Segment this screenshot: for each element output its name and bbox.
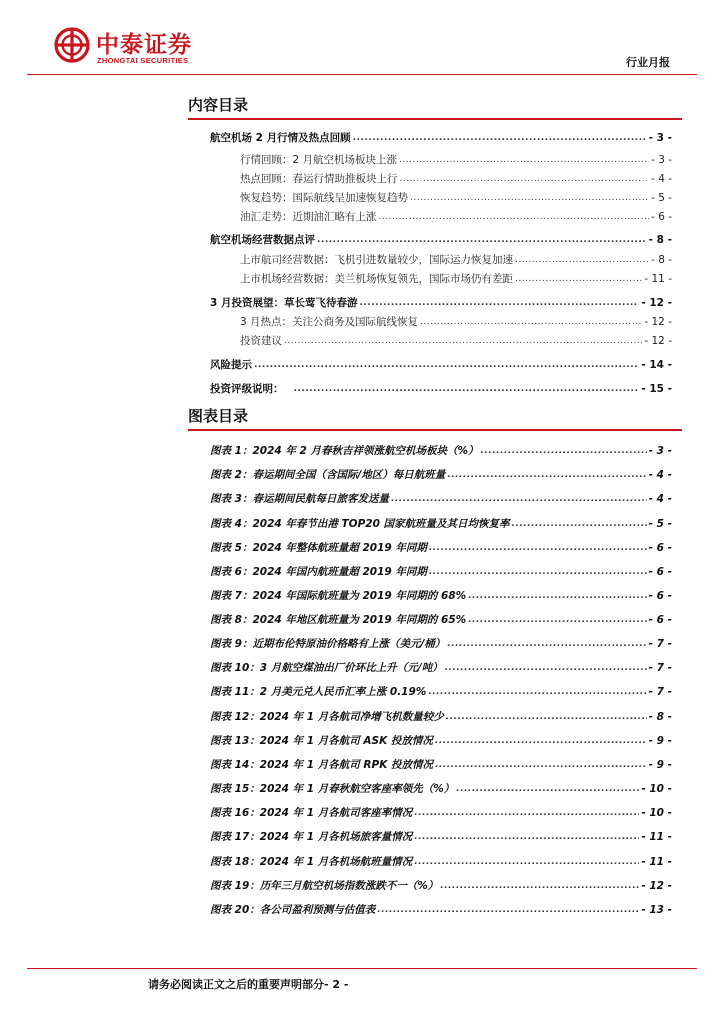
footer-divider [27, 968, 697, 969]
dot-leader [414, 830, 639, 844]
dot-leader [435, 734, 647, 748]
entry-page-number: - 6 - [651, 211, 672, 223]
entry-title: 图表 3：春运期间民航每日旅客发送量 [210, 493, 389, 505]
toc-entry[interactable] [240, 151, 672, 167]
entry-title: 图表 1：2024 年 2 月春秋吉祥领涨航空机场板块（%） [210, 445, 479, 457]
figure-entry[interactable] [210, 466, 672, 482]
entry-page-number: - 15 - [641, 383, 672, 395]
dot-leader [377, 903, 639, 917]
entry-title: 图表 9：近期布伦特原油价格略有上涨（美元/桶） [210, 638, 446, 650]
figure-entry[interactable] [210, 490, 672, 506]
page-header [0, 0, 724, 80]
toc-entry[interactable] [210, 356, 672, 372]
entry-page-number: - 6 - [648, 614, 672, 626]
entry-page-number: - 10 - [641, 783, 672, 795]
toc-entry[interactable] [240, 332, 672, 348]
entry-page-number: - 5 - [648, 518, 672, 530]
entry-page-number: - 4 - [651, 173, 672, 185]
figure-entry[interactable] [210, 877, 672, 893]
entry-page-number: - 12 - [641, 297, 672, 309]
entry-page-number: - 7 - [648, 686, 672, 698]
figure-entry[interactable] [210, 804, 672, 820]
figure-entry[interactable] [210, 683, 672, 699]
logo-english-name: ZHONGTAI SECURITIES [97, 56, 189, 65]
toc-entry[interactable] [240, 189, 672, 205]
toc-entry[interactable] [240, 313, 672, 329]
entry-page-number: - 7 - [648, 638, 672, 650]
entry-page-number: - 11 - [641, 856, 672, 868]
dot-leader [420, 315, 642, 329]
entry-page-number: - 11 - [644, 273, 672, 285]
dot-leader [400, 172, 650, 186]
dot-leader [379, 210, 650, 224]
toc-entry[interactable] [210, 129, 672, 145]
entry-page-number: - 12 - [644, 335, 672, 347]
entry-page-number: - 14 - [641, 359, 672, 371]
figure-entry[interactable] [210, 635, 672, 651]
figure-entry[interactable] [210, 587, 672, 603]
figure-entry[interactable] [210, 853, 672, 869]
entry-title: 图表 18：2024 年 1 月各机场航班量情况 [210, 856, 413, 868]
dot-leader [429, 565, 647, 579]
entry-page-number: - 9 - [648, 759, 672, 771]
entry-page-number: - 10 - [641, 807, 672, 819]
entry-page-number: - 9 - [648, 735, 672, 747]
figure-entry[interactable] [210, 611, 672, 627]
header-divider [27, 74, 697, 75]
entry-title: 图表 13：2024 年 1 月各航司 ASK 投放情况 [210, 735, 433, 747]
entry-page-number: - 3 - [648, 445, 672, 457]
entry-title: 图表 19：历年三月航空机场指数涨跌不一（%） [210, 880, 439, 892]
dot-leader [515, 272, 642, 286]
dot-leader [440, 879, 639, 893]
entry-page-number: - 8 - [648, 234, 672, 246]
zhongtai-logo-icon [54, 27, 90, 63]
report-type-label: 行业月报 [626, 56, 670, 69]
entry-title: 上市机场经营数据：美兰机场恢复领先，国际市场仍有差距 [240, 273, 513, 285]
figure-entry[interactable] [210, 659, 672, 675]
entry-page-number: - 12 - [644, 316, 672, 328]
figure-entry[interactable] [210, 442, 672, 458]
dot-leader [480, 444, 646, 458]
figure-entry[interactable] [210, 828, 672, 844]
dot-leader [515, 253, 649, 267]
entry-page-number: - 3 - [648, 132, 672, 144]
entry-page-number: - 8 - [648, 711, 672, 723]
footer-disclaimer [148, 976, 348, 992]
entry-title: 恢复趋势：国际航线呈加速恢复趋势 [240, 192, 408, 204]
dot-leader [294, 382, 640, 396]
entry-title: 投资评级说明： [210, 383, 284, 395]
entry-title: 航空机场 2 月行情及热点回顾 [210, 132, 351, 144]
entry-title: 图表 16：2024 年 1 月各航司客座率情况 [210, 807, 413, 819]
entry-page-number: - 4 - [648, 469, 672, 481]
entry-page-number: - 11 - [641, 831, 672, 843]
page-number: - 2 - [324, 978, 349, 991]
toc-entry[interactable] [210, 294, 672, 310]
entry-title: 图表 8：2024 年地区航班量为 2019 年同期的 65% [210, 614, 467, 626]
entry-title: 图表 15：2024 年 1 月春秋航空客座率领先（%） [210, 783, 455, 795]
entry-title: 图表 12：2024 年 1 月各航司净增飞机数量较少 [210, 711, 444, 723]
footer-disclaimer-text: 请务必阅读正文之后的重要声明部分 [148, 978, 324, 991]
entry-title: 图表 4：2024 年春节出港 TOP20 国家航班量及其日均恢复率 [210, 518, 510, 530]
dot-leader [429, 541, 647, 555]
entry-page-number: - 4 - [648, 493, 672, 505]
entry-title: 投资建议 [240, 335, 282, 347]
dot-leader [391, 492, 647, 506]
dot-leader [284, 334, 642, 348]
dot-leader [447, 468, 646, 482]
dot-leader [414, 806, 639, 820]
entry-title: 风险提示 [210, 359, 252, 371]
toc-title: 内容目录 [188, 96, 249, 114]
dot-leader [447, 637, 646, 651]
entry-page-number: - 7 - [648, 662, 672, 674]
entry-title: 油汇走势：近期油汇略有上涨 [240, 211, 377, 223]
dot-leader [410, 191, 649, 205]
dot-leader [456, 782, 639, 796]
entry-page-number: - 8 - [651, 254, 672, 266]
entry-title: 图表 5：2024 年整体航班量超 2019 年同期 [210, 542, 427, 554]
entry-page-number: - 13 - [641, 904, 672, 916]
toc-entry[interactable] [210, 231, 672, 247]
entry-page-number: - 12 - [641, 880, 672, 892]
entry-title: 行情回顾：2 月航空机场板块上涨 [240, 154, 398, 166]
dot-leader [428, 685, 646, 699]
figure-entry[interactable] [210, 708, 672, 724]
toc-entry[interactable] [240, 251, 672, 267]
figure-entry[interactable] [210, 901, 672, 917]
figure-entry[interactable] [210, 515, 672, 531]
toc-entry[interactable] [240, 170, 672, 186]
toc-entry[interactable] [240, 270, 672, 286]
entry-title: 热点回顾：春运行情助推板块上行 [240, 173, 398, 185]
entry-page-number: - 6 - [648, 542, 672, 554]
dot-leader [359, 296, 639, 310]
dot-leader [468, 589, 646, 603]
dot-leader [399, 153, 649, 167]
entry-title: 图表 11：2 月美元兑人民币汇率上涨 0.19% [210, 686, 427, 698]
toc-entry[interactable] [210, 380, 672, 396]
entry-title: 3 月投资展望：草长莺飞待春游 [210, 297, 358, 309]
entry-title: 航空机场经营数据点评 [210, 234, 315, 246]
toc-entry[interactable] [240, 208, 672, 224]
figure-entry[interactable] [210, 732, 672, 748]
entry-title: 上市航司经营数据：飞机引进数量较少，国际运力恢复加速 [240, 254, 513, 266]
entry-title: 图表 17：2024 年 1 月各机场旅客量情况 [210, 831, 413, 843]
figure-entry[interactable] [210, 756, 672, 772]
toc-title-rule [188, 118, 682, 120]
dot-leader [414, 855, 639, 869]
dot-leader [317, 233, 647, 247]
entry-title: 图表 20：各公司盈利预测与估值表 [210, 904, 376, 916]
entry-page-number: - 3 - [651, 154, 672, 166]
dot-leader [435, 758, 647, 772]
entry-title: 3 月热点：关注公商务及国际航线恢复 [240, 316, 419, 328]
dot-leader [468, 613, 646, 627]
figure-entry[interactable] [210, 563, 672, 579]
figure-entry[interactable] [210, 780, 672, 796]
entry-title: 图表 14：2024 年 1 月各航司 RPK 投放情况 [210, 759, 433, 771]
entry-page-number: - 6 - [648, 566, 672, 578]
entry-page-number: - 6 - [648, 590, 672, 602]
dot-leader [445, 661, 647, 675]
figures-title-rule [188, 429, 682, 431]
entry-title: 图表 7：2024 年国际航班量为 2019 年同期的 68% [210, 590, 467, 602]
entry-title: 图表 10：3 月航空煤油出厂价环比上升（元/吨） [210, 662, 443, 674]
logo-chinese-name: 中泰证券 [96, 32, 192, 58]
entry-page-number: - 5 - [651, 192, 672, 204]
dot-leader [512, 517, 647, 531]
dot-leader [254, 358, 639, 372]
figure-entry[interactable] [210, 539, 672, 555]
entry-title: 图表 2：春运期间全国（含国际/地区）每日航班量 [210, 469, 446, 481]
dot-leader [353, 131, 647, 145]
dot-leader [446, 710, 647, 724]
entry-title: 图表 6：2024 年国内航班量超 2019 年同期 [210, 566, 427, 578]
figures-title: 图表目录 [188, 407, 249, 425]
